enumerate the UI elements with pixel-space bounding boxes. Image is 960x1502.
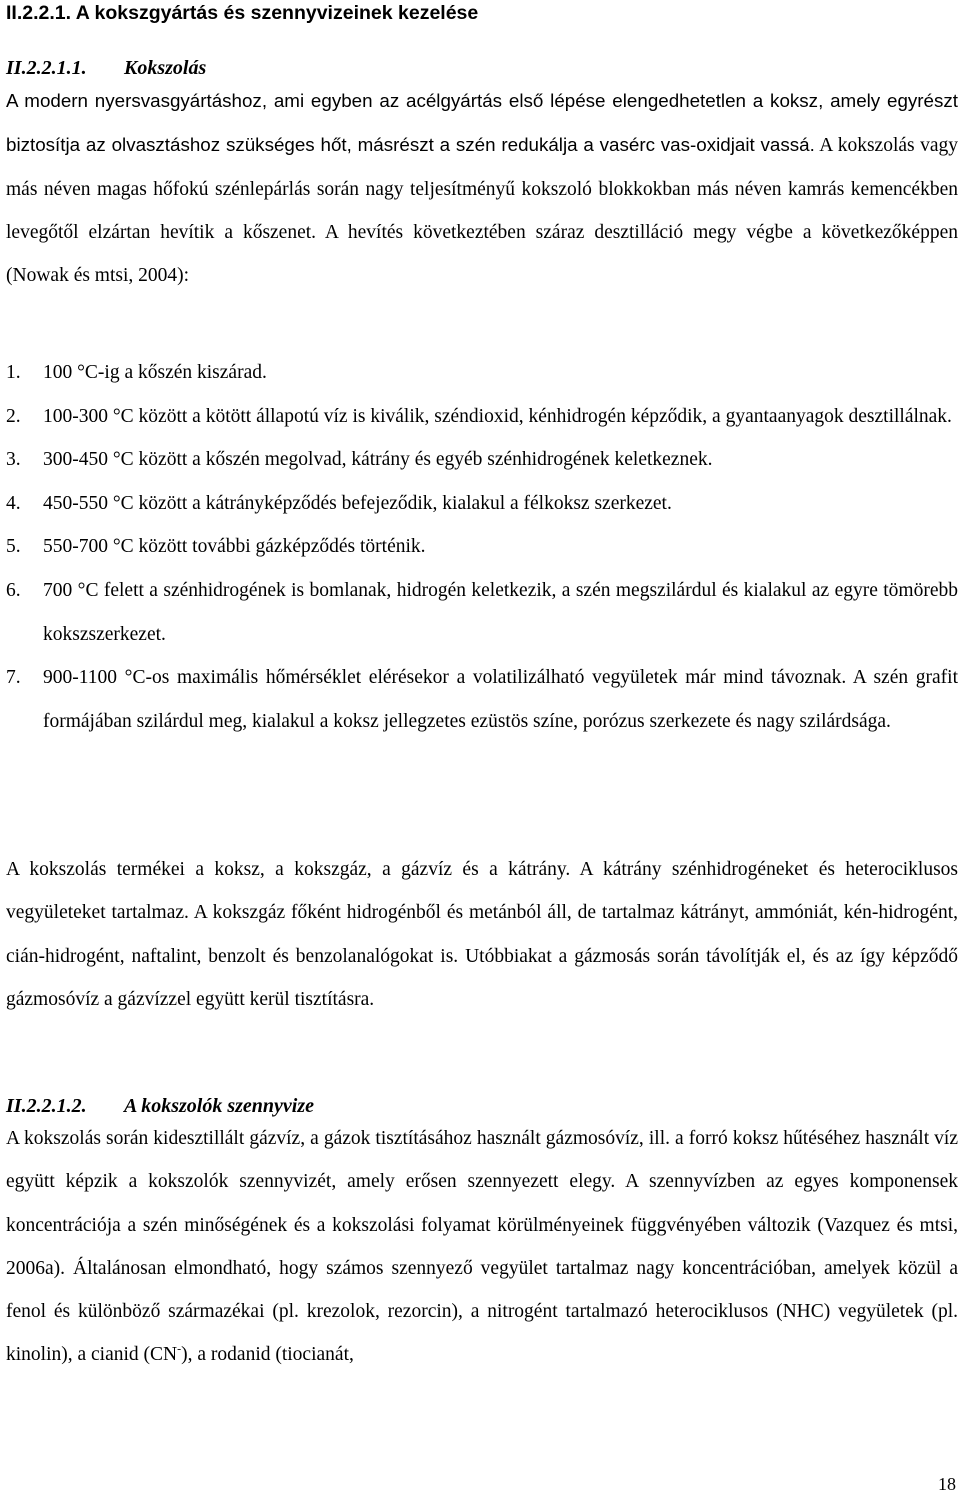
list-item-text: 450-550 °C között a kátrányképződés befejeződik, kialakul a félkoksz szerkezet.	[43, 492, 672, 514]
list-item-number: 3.	[6, 449, 21, 471]
page-number: 18	[938, 1474, 956, 1494]
list-item-number: 6.	[6, 579, 21, 601]
list-item	[6, 438, 958, 482]
paragraph-text-continued: ), a rodanid (tiocianát,	[181, 1344, 354, 1366]
list-item-number: 2.	[6, 405, 21, 427]
section-number: II.2.2.1.1.	[6, 57, 87, 79]
list-item-number: 1.	[6, 362, 21, 383]
list-item	[6, 395, 958, 439]
paragraph-intro-text: A modern nyersvasgyártáshoz, ami egyben az acélgyártás első lépése elengedhetetlen a koksz, amely egyrészt biztosítja az olvasztáshoz szükséges hőt, másrészt a szén redukálja a vasérc vas-oxidjait vassá.	[6, 90, 958, 156]
list-item-text: 300-450 °C között a kőszén megolvad, kátrány és egyéb szénhidrogének keletkeznek.	[43, 449, 713, 471]
list-item-number: 5.	[6, 536, 21, 558]
list-item	[6, 351, 958, 395]
list-item	[6, 569, 958, 656]
paragraph-kokszolas-intro	[6, 79, 958, 297]
list-item	[6, 482, 958, 526]
section-title: A kokszolók szennyvize	[124, 1095, 315, 1117]
section-title: Kokszolás	[124, 57, 207, 79]
list-item-number: 7.	[6, 667, 21, 689]
paragraph-wastewater	[6, 1117, 958, 1377]
section-heading-szennyviz	[6, 1093, 958, 1119]
list-item	[6, 656, 958, 743]
list-item-number: 4.	[6, 492, 21, 514]
list-item-text: 550-700 °C között további gázképződés történik.	[43, 536, 426, 558]
list-item	[6, 525, 958, 569]
list-item-text: 700 °C felett a szénhidrogének is bomlanak, hidrogén keletkezik, a szén megszilárdul és kialakul az egyre tömörebb kokszszerkezet.	[43, 579, 958, 645]
list-item-text: 900-1100 °C-os maximális hőmérséklet elérésekor a volatilizálható vegyületek már mind távoznak. A szén grafit formájában szilárdul meg, kialakul a koksz jellegzetes ezüstös színe, porózus szerkezete és nagy szilárdsága.	[43, 667, 958, 732]
section-number: II.2.2.1.2.	[6, 1095, 87, 1117]
paragraph-body-text: A kokszolás vagy más néven magas hőfokú szénlepárlás során nagy teljesítményű kokszoló blokkokban más néven kamrás kemencékben levegőtől elzártan hevítik a kőszenet. A hevítés következtében száraz desztilláció megy végbe a következőképpen (Nowak és mtsi, 2004):	[6, 135, 958, 287]
paragraph-products: A kokszolás termékei a koksz, a kokszgáz, a gázvíz és a kátrány. A kátrány szénhidrogéneket és heterociklusos vegyületeket tartalmaz. A kokszgáz főként hidrogénből és metánból áll, de tartalmaz kátrányt, ammóniát, kén-hidrogént, cián-hidrogént, naftalint, benzolt és benzolanalógokat is. Utóbbiakat a gázmosás során távolítják el, és az így képződő gázmosóvíz a gázvízzel együtt kerül tisztításra.	[6, 859, 958, 1010]
main-heading: II.2.2.1. A kokszgyártás és szennyvizeinek kezelése	[6, 2, 479, 24]
distillation-steps-list	[6, 351, 958, 743]
list-item-text: 100 °C-ig a kőszén kiszárad.	[43, 362, 267, 383]
section-heading-kokszolas	[6, 55, 958, 81]
list-item-text: 100-300 °C között a kötött állapotú víz is kiválik, széndioxid, kénhidrogén képződik, a gyantaanyagok desztillálnak.	[43, 405, 952, 427]
superscript-minus: -	[177, 1341, 182, 1356]
paragraph-text: A kokszolás során kidesztillált gázvíz, a gázok tisztításához használt gázmosóvíz, ill. a forró koksz hűtéséhez használt víz együtt képzik a kokszolók szennyvizét, amely erősen szennyezett elegy. A szennyvízben az egyes komponensek koncentrációja a szén minőségének és a kokszolási folyamat körülményeinek függvényében változik (Vazquez és mtsi, 2006a). Általánosan elmondható, hogy számos szennyező vegyület tartalmaz nagy koncentrációban, amelyek közül a fenol és különböző származékai (pl. krezolok, rezorcin), a nitrogént tartalmazó heterociklusos (NHC) vegyületek (pl. kinolin), a cianid (CN	[6, 1128, 958, 1366]
